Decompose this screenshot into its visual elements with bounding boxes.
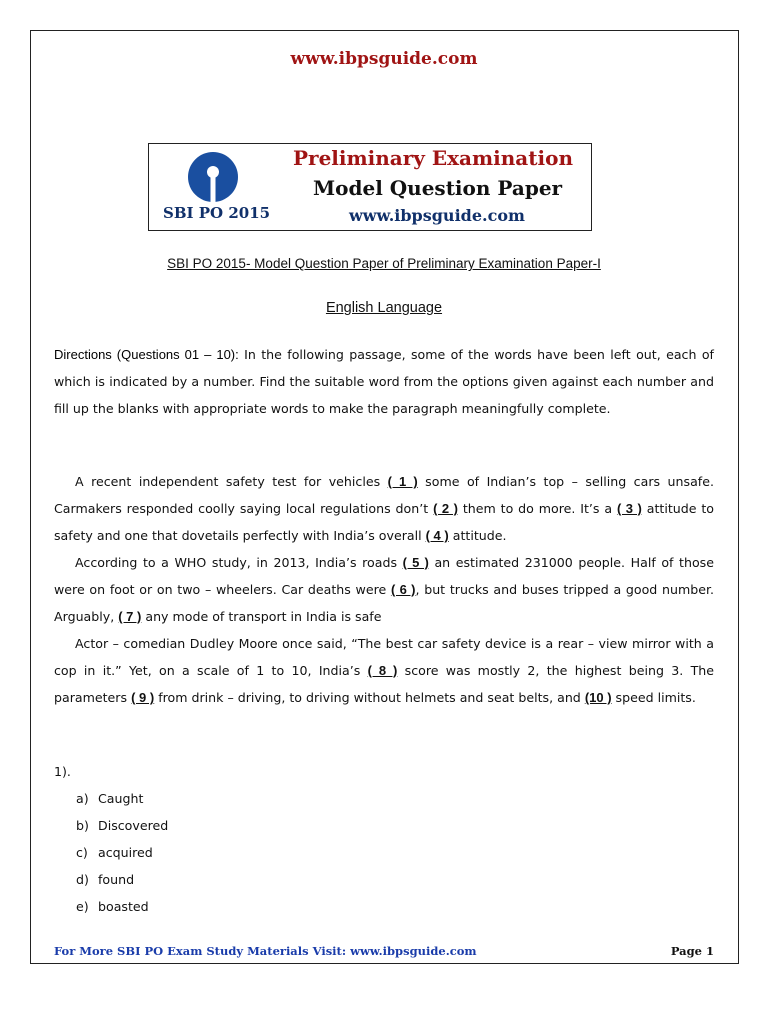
option-letter: a) xyxy=(76,791,89,806)
option-letter: e) xyxy=(76,899,89,914)
passage-text: from drink – driving, to driving without helmets and seat belts, and xyxy=(154,690,585,705)
passage-text: any mode of transport in India is safe xyxy=(141,609,382,624)
site-header[interactable]: www.ibpsguide.com xyxy=(290,49,478,69)
option-letter: b) xyxy=(76,818,89,833)
option-b[interactable] xyxy=(54,812,354,839)
question-number: 1). xyxy=(54,764,71,779)
option-text: Caught xyxy=(98,791,144,806)
passage-text: According to a WHO study, in 2013, India’s roads xyxy=(75,555,403,570)
blank-9: ( 9 ) xyxy=(131,690,155,705)
logo-text: SBI PO 2015 xyxy=(163,204,271,222)
option-letter: c) xyxy=(76,845,88,860)
directions-paragraph xyxy=(54,341,714,422)
blank-5: ( 5 ) xyxy=(402,555,429,570)
sbi-logo-icon xyxy=(186,150,240,204)
question-1 xyxy=(54,758,354,920)
option-text: found xyxy=(98,872,135,887)
option-text: Discovered xyxy=(98,818,169,833)
blank-3: ( 3 ) xyxy=(616,501,642,516)
passage-text: A recent independent safety test for vehicles xyxy=(75,474,388,489)
banner-subtitle: Model Question Paper xyxy=(313,176,563,200)
footer-link[interactable]: For More SBI PO Exam Study Materials Visit: www.ibpsguide.com xyxy=(54,944,477,958)
page-number: Page 1 xyxy=(670,944,714,958)
banner-title: Preliminary Examination xyxy=(293,146,573,170)
passage-text: them to do more. It’s a xyxy=(457,501,617,516)
option-letter: d) xyxy=(76,872,89,887)
blank-4: ( 4 ) xyxy=(425,528,449,543)
option-text: acquired xyxy=(98,845,153,860)
banner-site-link[interactable]: www.ibpsguide.com xyxy=(349,206,525,225)
option-a[interactable] xyxy=(54,785,354,812)
blank-8: ( 8 ) xyxy=(367,663,398,678)
directions-text: In the following passage, some of the words have been left out, each of which is indicated by a number. Find the suitable word from the options given against each number and fill up the blanks with appropriate words to make the paragraph meaningfully complete. xyxy=(54,347,714,416)
blank-6: ( 6 ) xyxy=(390,582,416,597)
passage xyxy=(54,468,714,711)
option-d[interactable] xyxy=(54,866,354,893)
blank-1: ( 1 ) xyxy=(387,474,418,489)
exam-banner xyxy=(148,143,592,231)
section-title: English Language xyxy=(325,300,443,316)
passage-paragraph-2 xyxy=(54,549,714,630)
passage-text: attitude. xyxy=(448,528,507,543)
directions-label: Directions (Questions 01 – 10): xyxy=(54,347,239,362)
passage-text: Actor – comedian Dudley Moore once said, “The best car safety device is a rear – view mirror with a cop in it.” Yet, on a scale of 1 to 10, India’s xyxy=(54,636,714,678)
blank-7: ( 7 ) xyxy=(118,609,142,624)
passage-paragraph-3 xyxy=(54,630,714,711)
passage-text: score was mostly 2, the highest being 3. The parameters xyxy=(54,663,714,705)
passage-paragraph-1 xyxy=(54,468,714,549)
option-e[interactable] xyxy=(54,893,354,920)
blank-10: (10 ) xyxy=(584,690,612,705)
passage-text: , but trucks and buses tripped a good number. Arguably, xyxy=(54,582,714,624)
passage-text: attitude to safety and one that dovetails perfectly with India’s overall xyxy=(54,501,715,543)
option-c[interactable] xyxy=(54,839,354,866)
passage-text: speed limits. xyxy=(611,690,696,705)
paper-title: SBI PO 2015- Model Question Paper of Preliminary Examination Paper-I xyxy=(167,256,601,271)
passage-text: some of Indian’s top – selling cars unsafe. Carmakers responded coolly saying local regulations don’t xyxy=(54,474,714,516)
option-text: boasted xyxy=(98,899,149,914)
blank-2: ( 2 ) xyxy=(433,501,458,516)
passage-text: an estimated 231000 people. Half of those were on foot or on two – wheelers. Car deaths were xyxy=(54,555,714,597)
